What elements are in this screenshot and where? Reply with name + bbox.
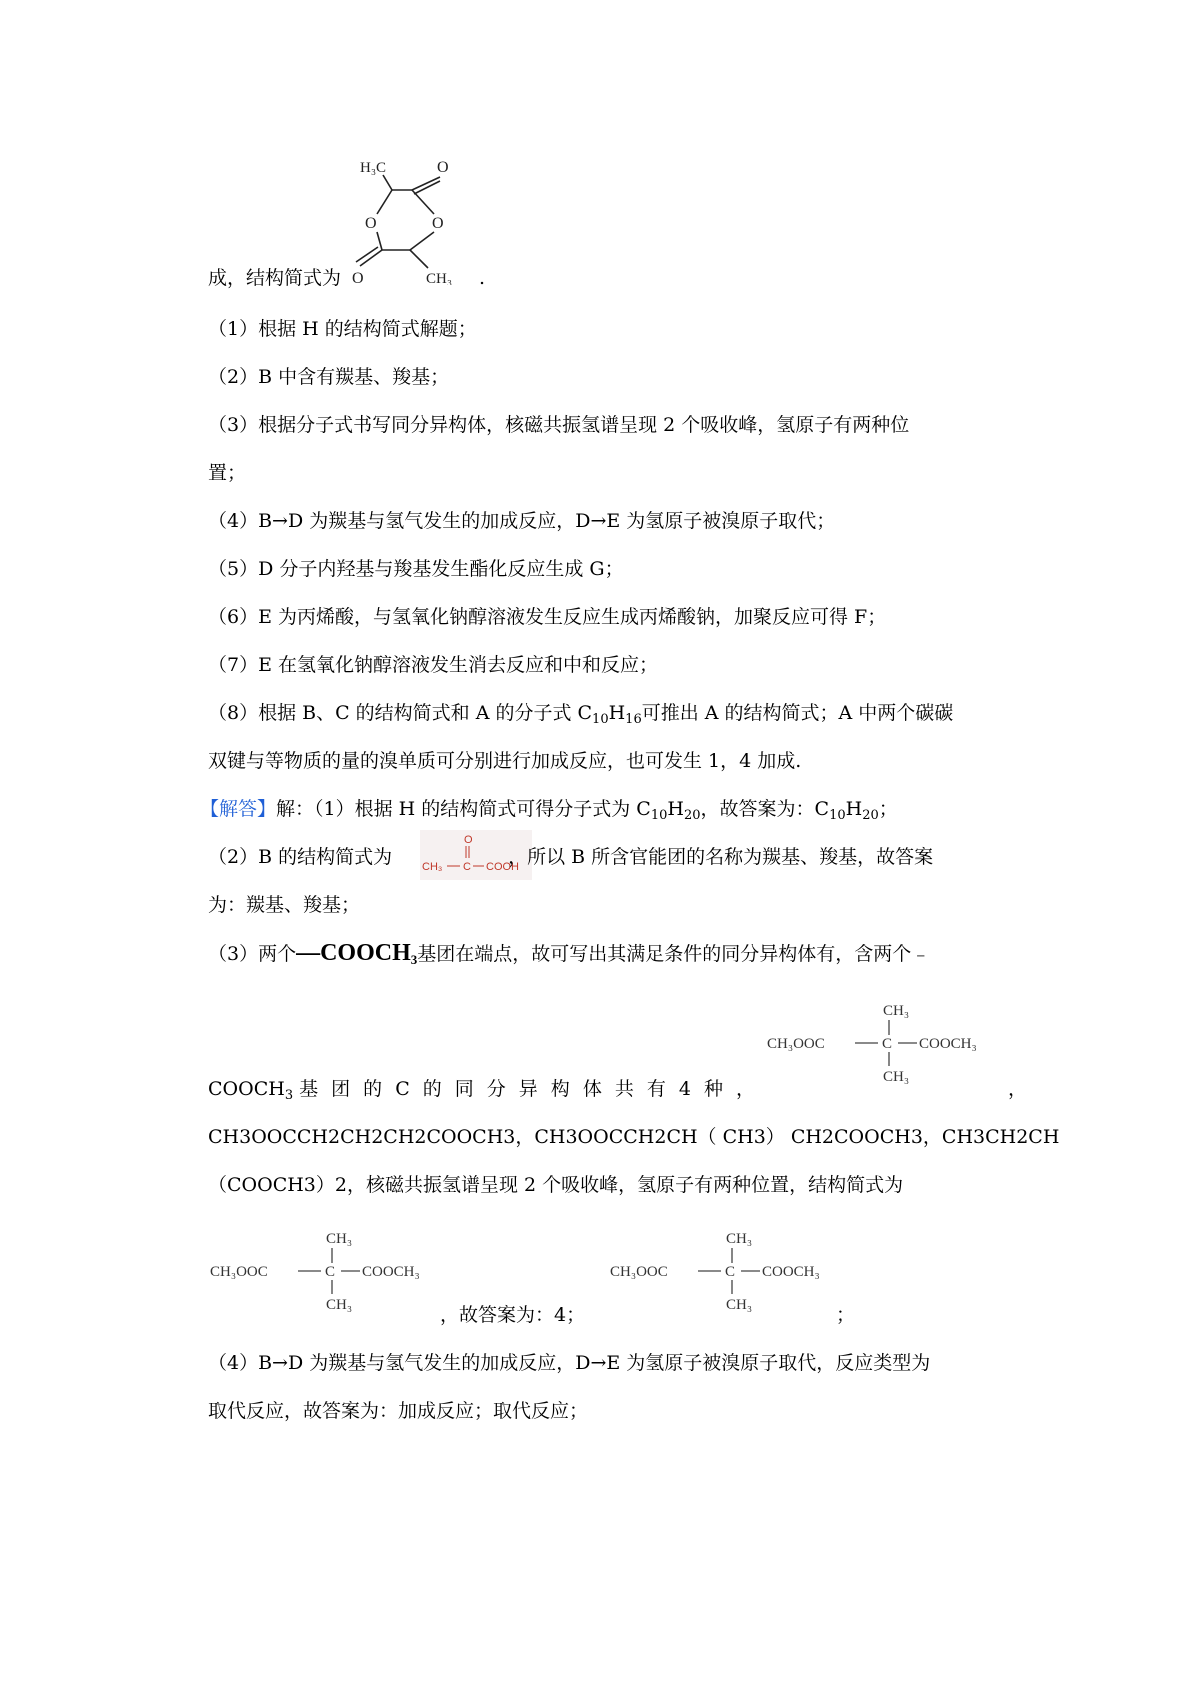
dimethyl-malonate-structure-3	[608, 1218, 848, 1318]
dimethyl-malonate-structure-2	[208, 1218, 448, 1318]
analysis-8b: 双键与等物质的量的溴单质可分别进行加成反应，也可发生 1，4 加成.	[208, 750, 802, 772]
svg-text:O: O	[464, 834, 473, 846]
svg-text:C: C	[882, 1036, 893, 1052]
analysis-3a: （3）根据分子式书写同分异构体，核磁共振氢谱呈现 2 个吸收峰，氢原子有两种位	[208, 414, 910, 436]
analysis-1: （1）根据 H 的结构简式解题；	[208, 318, 477, 340]
svg-text:COOCH₃: COOCH₃	[919, 1036, 977, 1052]
lactide-o-top: O	[437, 159, 449, 176]
lactide-o-right: O	[432, 215, 444, 232]
analysis-5: （5）D 分子内羟基与羧基发生酯化反应生成 G；	[208, 558, 624, 580]
svg-text:COOCH₃: COOCH₃	[762, 1264, 820, 1280]
svg-text:CH₃OOC: CH₃OOC	[210, 1264, 268, 1280]
answer-2b: 为：羰基、羧基；	[208, 894, 361, 916]
lactide-h3c-label: H₃C	[360, 160, 387, 176]
answer-3b-spread: 基团的C的同分异构体共有4种，	[299, 1078, 768, 1100]
answer-1: 【解答】解：（1）根据 H 的结构简式可得分子式为 $C_{10}H_{20}$，故答案为：$C_{10}H_{20}$；	[200, 798, 898, 823]
answer-4b: 取代反应，故答案为：加成反应；取代反应；	[208, 1400, 589, 1422]
svg-text:COOH: COOH	[486, 861, 519, 873]
svg-text:CH₃: CH₃	[326, 1231, 353, 1247]
answer-3b: $COOCH_3$ 基团的C的同分异构体共有4种， ，	[208, 1078, 1028, 1103]
cooch3-group: $—COOCH_3$	[296, 940, 418, 967]
svg-text:C: C	[463, 861, 471, 873]
svg-text:C: C	[325, 1264, 336, 1280]
svg-text:CH₃: CH₃	[726, 1231, 753, 1247]
answer-3c: CH3OOCCH2CH2CH2COOCH3， CH3OOCCH2CH（ CH3） CH2COOCH3， CH3CH2CH	[208, 1126, 1060, 1148]
answer-3e-end: ；	[836, 1304, 856, 1326]
answer-label: 【解答】	[200, 798, 277, 820]
analysis-7: （7）E 在氢氧化钠醇溶液发生消去反应和中和反应；	[208, 654, 658, 676]
answer-3a: （3）两个$—COOCH_3$基团在端点，故可写出其满足条件的同分异构体有，含两个﹣	[208, 940, 931, 967]
intro-text: 成，结构简式为	[208, 267, 342, 289]
answer-3d: （COOCH3）2，核磁共振氢谱呈现 2 个吸收峰，氢原子有两种位置，结构简式为	[208, 1174, 904, 1196]
svg-text:CH₃: CH₃	[883, 1069, 910, 1085]
analysis-6: （6）E 为丙烯酸，与氢氧化钠醇溶液发生反应生成丙烯酸钠，加聚反应可得 F；	[208, 606, 887, 628]
svg-text:COOCH₃: COOCH₃	[362, 1264, 420, 1280]
lactide-o-bottom: O	[352, 270, 364, 285]
lactide-ch3-label: CH₃	[426, 271, 453, 285]
svg-text:CH₃: CH₃	[726, 1297, 753, 1313]
lactide-o-left: O	[365, 215, 377, 232]
svg-text:CH₃: CH₃	[422, 861, 443, 873]
analysis-3b: 置；	[208, 462, 247, 484]
analysis-4: （4）B→D 为羰基与氢气发生的加成反应，D→E 为氢原子被溴原子取代；	[208, 510, 836, 532]
svg-text:CH₃OOC: CH₃OOC	[767, 1036, 825, 1052]
svg-text:C: C	[725, 1264, 736, 1280]
intro-line	[208, 264, 485, 292]
answer-3e-mid: ，故答案为：4；	[440, 1304, 586, 1326]
svg-text:CH₃: CH₃	[326, 1297, 353, 1313]
answer-2a: （2）B 的结构简式为 ，所以 B 所含官能团的名称为羰基、羧基，故答案	[208, 846, 934, 868]
analysis-2: （2）B 中含有羰基、羧基；	[208, 366, 450, 388]
svg-text:CH₃: CH₃	[883, 1003, 910, 1019]
analysis-8a: （8）根据 B、C 的结构简式和 A 的分子式 $C_{10}H_{16}$可推出 A 的结构简式；A 中两个碳碳	[208, 702, 954, 727]
intro-end: .	[479, 267, 486, 289]
answer-4a: （4）B→D 为羰基与氢气发生的加成反应，D→E 为氢原子被溴原子取代，反应类型为	[208, 1352, 931, 1374]
svg-text:CH₃OOC: CH₃OOC	[610, 1264, 668, 1280]
